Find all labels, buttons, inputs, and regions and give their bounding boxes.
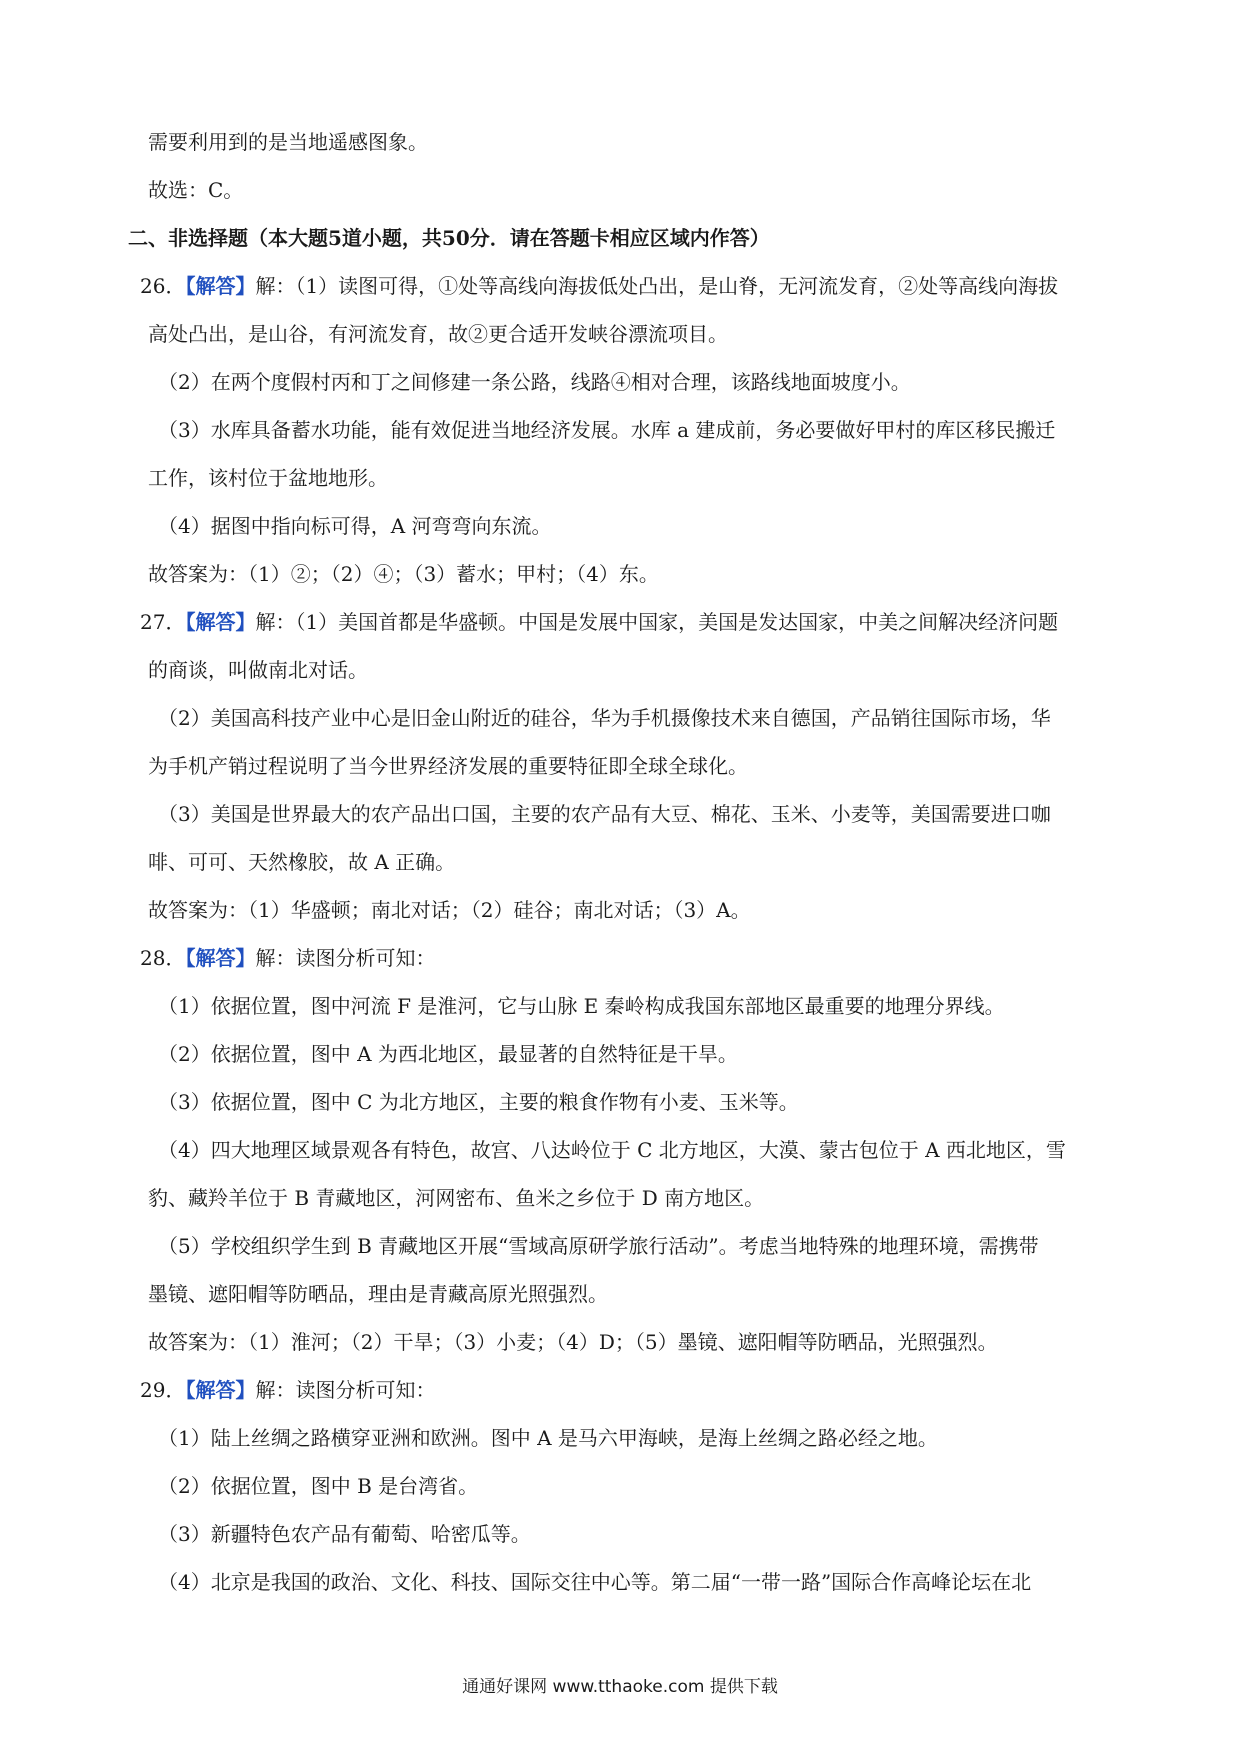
answer-line: 豹、藏羚羊位于 B 青藏地区，河网密布、鱼米之乡位于 D 南方地区。	[148, 1186, 765, 1210]
answer-line: （4）据图中指向标可得，A 河弯弯向东流。	[158, 514, 552, 538]
question-number: 26．	[140, 274, 186, 298]
answer-line: （3）新疆特色农产品有葡萄、哈密瓜等。	[158, 1522, 531, 1546]
answer-line: （5）学校组织学生到 B 青藏地区开展“雪域高原研学旅行活动”。考虑当地特殊的地理环境，需携带	[158, 1234, 1039, 1258]
answer-summary: 故答案为：（1）②；（2）④；（3）蓄水；甲村；（4）东。	[148, 562, 659, 586]
answer-tag: 【解答】	[185, 274, 256, 298]
answer-tag: 【解答】	[185, 1378, 256, 1402]
answer-line: （4）四大地理区域景观各有特色，故宫、八达岭位于 C 北方地区，大漠、蒙古包位于 A 西北地区，雪	[158, 1138, 1066, 1162]
intro-line: 需要利用到的是当地遥感图象。	[148, 130, 428, 154]
answer-line: （2）依据位置，图中 A 为西北地区，最显著的自然特征是干旱。	[158, 1042, 738, 1066]
answer-summary: 故答案为：（1）淮河；（2）干旱；（3）小麦；（4）D；（5）墨镜、遮阳帽等防晒品，光照强烈。	[148, 1330, 998, 1354]
answer-line: （1）陆上丝绸之路横穿亚洲和欧洲。图中 A 是马六甲海峡，是海上丝绸之路必经之地。	[158, 1426, 938, 1450]
section-title: 二、非选择题（本大题5道小题，共50分．请在答题卡相应区域内作答）	[128, 226, 770, 250]
intro-line: 故选：C。	[148, 178, 244, 202]
answer-summary: 故答案为：（1）华盛顿；南北对话；（2）硅谷；南北对话；（3）A。	[148, 898, 751, 922]
page-footer: 通通好课网 www.tthaoke.com 提供下载	[462, 1677, 778, 1697]
answer-line: （2）依据位置，图中 B 是台湾省。	[158, 1474, 479, 1498]
answer-tag: 【解答】	[185, 610, 256, 634]
question-28-header	[140, 934, 1128, 982]
answer-line: （3）水库具备蓄水功能，能有效促进当地经济发展。水库 a 建成前，务必要做好甲村的库区移民搬迁	[158, 418, 1056, 442]
question-27-header	[140, 598, 1128, 646]
answer-line: （1）依据位置，图中河流 F 是淮河，它与山脉 E 秦岭构成我国东部地区最重要的地理分界线。	[158, 994, 1005, 1018]
question-number: 28．	[140, 946, 186, 970]
question-29-header	[140, 1366, 1128, 1414]
answer-line: 啡、可可、天然橡胶，故 A 正确。	[148, 850, 456, 874]
answer-line: （4）北京是我国的政治、文化、科技、国际交往中心等。第二届“一带一路”国际合作高峰论坛在北	[158, 1570, 1032, 1594]
answer-line: 工作，该村位于盆地地形。	[148, 466, 388, 490]
answer-line: 为手机产销过程说明了当今世界经济发展的重要特征即全球全球化。	[148, 754, 748, 778]
question-26-header	[140, 262, 1128, 310]
answer-tag: 【解答】	[185, 946, 256, 970]
answer-line: （2）美国高科技产业中心是旧金山附近的硅谷，华为手机摄像技术来自德国，产品销往国际市场，华	[158, 706, 1051, 730]
answer-line: 墨镜、遮阳帽等防晒品，理由是青藏高原光照强烈。	[148, 1282, 608, 1306]
answer-line: （3）依据位置，图中 C 为北方地区，主要的粮食作物有小麦、玉米等。	[158, 1090, 799, 1114]
answer-line: 高处凸出，是山谷，有河流发育，故②更合适开发峡谷漂流项目。	[148, 322, 728, 346]
answer-line: （2）在两个度假村丙和丁之间修建一条公路，线路④相对合理，该路线地面坡度小。	[158, 370, 911, 394]
answer-text: 解：读图分析可知：	[255, 946, 436, 970]
answer-text: 解：（1）美国首都是华盛顿。中国是发展中国家，美国是发达国家，中美之间解决经济问题	[255, 610, 1059, 634]
question-number: 27．	[140, 610, 186, 634]
answer-text: 解：读图分析可知：	[255, 1378, 436, 1402]
answer-content	[128, 118, 1128, 1606]
answer-line: （3）美国是世界最大的农产品出口国，主要的农产品有大豆、棉花、玉米、小麦等，美国需要进口咖	[158, 802, 1051, 826]
question-number: 29．	[140, 1378, 186, 1402]
answer-text: 解：（1）读图可得，①处等高线向海拔低处凸出，是山脊，无河流发育，②处等高线向海拔	[255, 274, 1059, 298]
answer-line: 的商谈，叫做南北对话。	[148, 658, 368, 682]
